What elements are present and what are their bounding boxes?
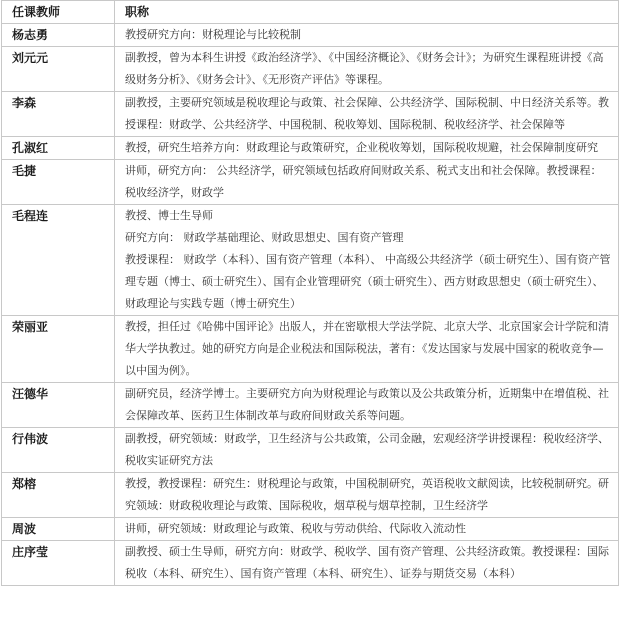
teacher-name: 杨志勇 xyxy=(2,24,115,47)
teacher-name: 李森 xyxy=(2,92,115,137)
teacher-description xyxy=(115,92,619,137)
header-title: 职称 xyxy=(115,1,619,24)
faculty-table xyxy=(1,0,619,586)
table-row xyxy=(2,137,619,160)
teacher-description xyxy=(115,205,619,316)
teacher-name: 汪德华 xyxy=(2,383,115,428)
table-row xyxy=(2,428,619,473)
table-row xyxy=(2,518,619,541)
teacher-description xyxy=(115,541,619,586)
description-line: 教授研究方向：财税理论与比较税制 xyxy=(125,28,301,41)
table-row xyxy=(2,47,619,92)
teacher-description xyxy=(115,518,619,541)
header-teacher: 任课教师 xyxy=(2,1,115,24)
teacher-description xyxy=(115,24,619,47)
description-line: 副教授，研究领域：财政学，卫生经济与公共政策，公司金融，宏观经济学讲授课程：税收经济学、税收实证研究方法 xyxy=(125,432,609,467)
teacher-name: 毛捷 xyxy=(2,160,115,205)
teacher-name: 孔淑红 xyxy=(2,137,115,160)
table-row xyxy=(2,205,619,316)
teacher-name: 荣丽亚 xyxy=(2,316,115,383)
teacher-description xyxy=(115,316,619,383)
description-line: 讲师，研究领域：财政理论与政策、税收与劳动供给、代际收入流动性 xyxy=(125,522,466,535)
description-line: 副教授，曾为本科生讲授《政治经济学》、《中国经济概论》、《财务会计》；为研究生课程班讲授《高级财务分析》、《财务会计》、《无形资产评估》等课程。 xyxy=(125,51,604,86)
description-line: 教授课程： 财政学（本科）、国有资产管理（本科）、 中高级公共经济学（硕士研究生）、国有资产管理专题（博士、硕士研究生）、国有企业管理研究（硕士研究生）、西方财政思想史（硕士研究生）、财政理论与实践专题（博士研究生） xyxy=(125,253,611,310)
teacher-name: 毛程连 xyxy=(2,205,115,316)
description-line: 副研究员，经济学博士。主要研究方向为财税理论与政策以及公共政策分析，近期集中在增值税、社会保障改革、医药卫生体制改革与政府间财政关系等问题。 xyxy=(125,387,609,422)
teacher-name: 刘元元 xyxy=(2,47,115,92)
table-row xyxy=(2,473,619,518)
description-line: 研究方向： 财政学基础理论、财政思想史、国有资产管理 xyxy=(125,231,404,244)
description-line: 教授，研究生培养方向：财政理论与政策研究，企业税收筹划，国际税收规避，社会保障制度研究 xyxy=(125,141,598,154)
teacher-name: 周波 xyxy=(2,518,115,541)
table-row xyxy=(2,316,619,383)
teacher-description xyxy=(115,383,619,428)
teacher-description xyxy=(115,160,619,205)
description-line: 教授，担任过《哈佛中国评论》出版人，并在密歇根大学法学院、北京大学、北京国家会计学院和清华大学执教过。她的研究方向是企业税法和国际税法，著有：《发达国家与发展中国家的税收竞争—以中国为例》。 xyxy=(125,320,609,377)
teacher-name: 庄序莹 xyxy=(2,541,115,586)
table-row xyxy=(2,92,619,137)
teacher-description xyxy=(115,428,619,473)
description-line: 教授、博士生导师 xyxy=(125,209,213,222)
description-line: 教授，教授课程：研究生：财税理论与政策，中国税制研究，英语税收文献阅读，比较税制研究。研究领域：财政税收理论与政策、国际税收，烟草税与烟草控制，卫生经济学 xyxy=(125,477,609,512)
table-row xyxy=(2,24,619,47)
teacher-name: 行伟波 xyxy=(2,428,115,473)
table-row xyxy=(2,160,619,205)
teacher-description xyxy=(115,47,619,92)
teacher-description xyxy=(115,473,619,518)
description-line: 副教授，主要研究领域是税收理论与政策、社会保障、公共经济学、国际税制、中日经济关系等。教授课程：财政学、公共经济学、中国税制、税收筹划、国际税制、税收经济学、社会保障等 xyxy=(125,96,609,131)
description-line: 讲师，研究方向： 公共经济学，研究领域包括政府间财政关系、税式支出和社会保障。教授课程： 税收经济学，财政学 xyxy=(125,164,602,199)
table-header-row xyxy=(2,1,619,24)
table-row xyxy=(2,541,619,586)
table-row xyxy=(2,383,619,428)
description-line: 副教授、硕士生导师，研究方向：财政学、税收学、国有资产管理、公共经济政策。教授课程：国际税收（本科、研究生）、国有资产管理（本科、研究生）、证券与期货交易（本科） xyxy=(125,545,609,580)
teacher-description xyxy=(115,137,619,160)
teacher-name: 郑榕 xyxy=(2,473,115,518)
